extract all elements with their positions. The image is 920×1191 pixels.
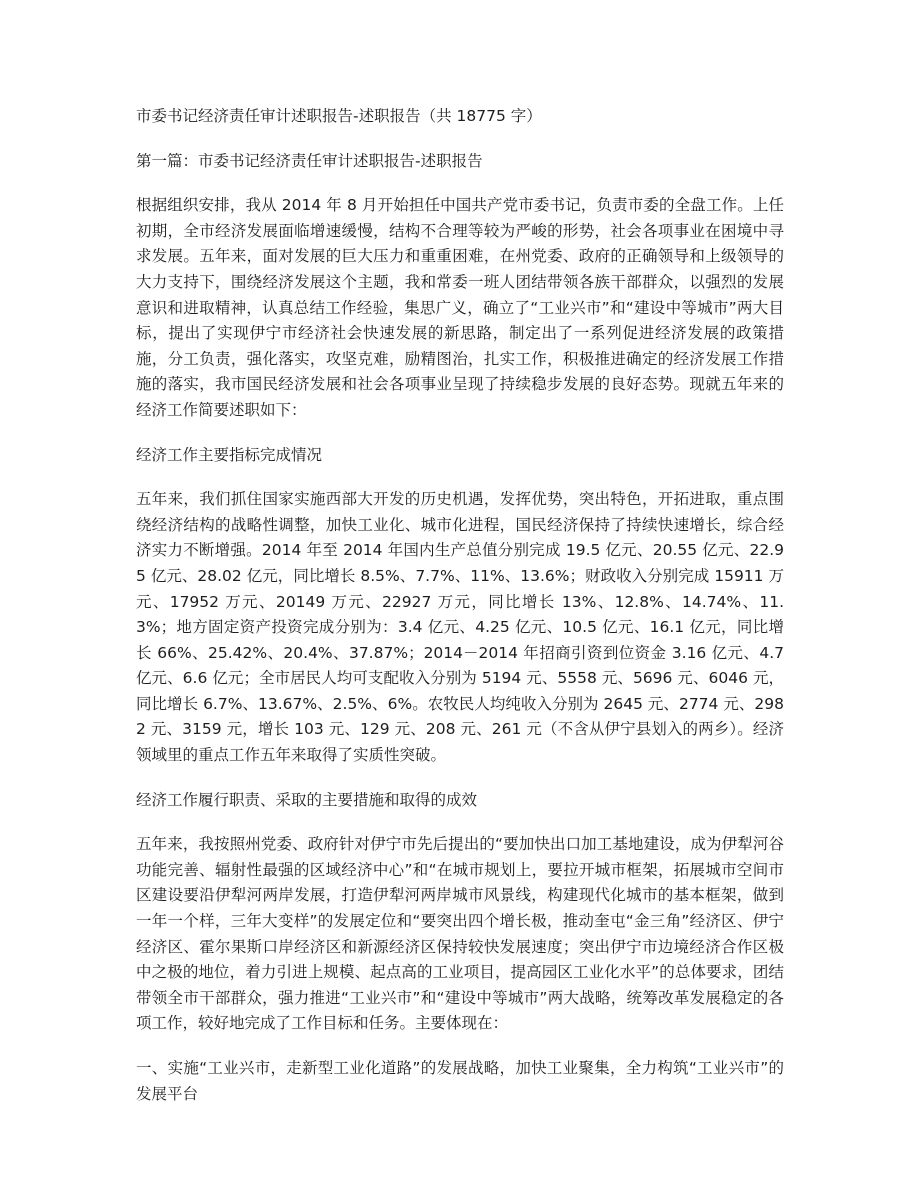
point1-heading: 一、实施“工业兴市，走新型工业化道路”的发展战略，加快工业聚集，全力构筑“工业兴市”的发展平台 [136, 1059, 784, 1103]
section1-heading: 经济工作主要指标完成情况 [136, 445, 323, 464]
document-page [136, 104, 784, 1126]
part-heading: 第一篇：市委书记经济责任审计述职报告-述职报告 [136, 151, 483, 170]
intro-paragraph: 根据组织安排，我从 2014 年 8 月开始担任中国共产党市委书记，负责市委的全盘工作。上任初期，全市经济发展面临增速缓慢，结构不合理等较为严峻的形势，社会各项事业在困境中寻求发展。五年来，面对发展的巨大压力和重重困难，在州党委、政府的正确领导和上级领导的大力支持下，围绕经济发展这个主题，我和常委一班人团结带领各族干部群众，以强烈的发展意识和进取精神，认真总结工作经验，集思广义，确立了“工业兴市”和“建设中等城市”两大目标，提出了实现伊宁市经济社会快速发展的新思路，制定出了一系列促进经济发展的政策措施，分工负责，强化落实，攻坚克难，励精图治，扎实工作，积极推进确定的经济发展工作措施的落实，我市国民经济发展和社会各项事业呈现了持续稳步发展的良好态势。现就五年来的经济工作简要述职如下： [136, 196, 784, 419]
document-title: 市委书记经济责任审计述职报告-述职报告（共 18775 字） [136, 107, 542, 125]
section1-paragraph: 五年来，我们抓住国家实施西部大开发的历史机遇，发挥优势，突出特色，开拓进取，重点围绕经济结构的战略性调整，加快工业化、城市化进程，国民经济保持了持续快速增长，综合经济实力不断增强。2014 年至 2014 年国内生产总值分别完成 19.5 亿元、20.55 亿元、22.95 亿元、28.02 亿元，同比增长 8.5%、7.7%、11%、13.6%；财政收入分别完成 15911 万元、17952 万元、20149 万元、22927 万元，同比增长 13%、12.8%、14.74%、11.3%；地方固定资产投资完成分别为：3.4 亿元、4.25 亿元、10.5 亿元、16.1 亿元，同比增长 66%、25.42%、20.4%、37.87%；2014－2014 年招商引资到位资金 3.16 亿元、4.7 亿元、6.6 亿元；全市居民人均可支配收入分别为 5194 元、5558 元、5696 元、6046 元，同比增长 6.7%、13.67%、2.5%、6%。农牧民人均纯收入分别为 2645 元、2774 元、2982 元、3159 元，增长 103 元、129 元、208 元、261 元（不含从伊宁县划入的两乡）。经济领域里的重点工作五年来取得了实质性突破。 [136, 490, 784, 765]
section2-paragraph: 五年来，我按照州党委、政府针对伊宁市先后提出的“要加快出口加工基地建设，成为伊犁河谷功能完善、辐射性最强的区域经济中心”和“在城市规划上，要拉开城市框架，拓展城市空间市区建设要沿伊犁河两岸发展，打造伊犁河两岸城市风景线，构建现代化城市的基本框架，做到一年一个样，三年大变样”的发展定位和“要突出四个增长极，推动奎屯“金三角”经济区、伊宁经济区、霍尔果斯口岸经济区和新源经济区保持较快发展速度；突出伊宁市边境经济合作区极中之极的地位，着力引进上规模、起点高的工业项目，提高园区工业化水平”的总体要求，团结带领全市干部群众，强力推进“工业兴市”和“建设中等城市”两大战略，统筹改革发展稳定的各项工作，较好地完成了工作目标和任务。主要体现在： [136, 835, 784, 1033]
section2-heading: 经济工作履行职责、采取的主要措施和取得的成效 [136, 790, 478, 809]
